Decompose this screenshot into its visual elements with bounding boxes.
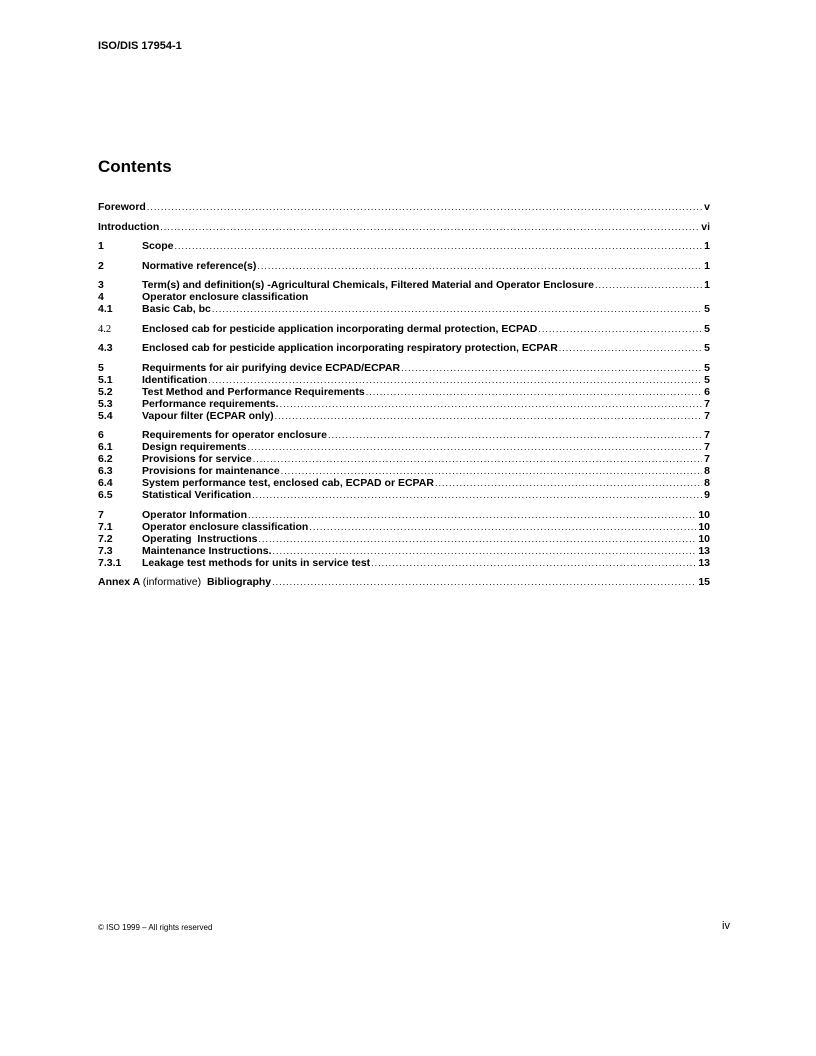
toc-entry-title: Provisions for maintenance (142, 465, 280, 477)
toc-leader (371, 558, 696, 569)
toc-entry-page: 7 (704, 397, 710, 410)
toc-entry-7-1[interactable] (98, 522, 710, 533)
toc-leader (559, 343, 702, 354)
toc-entry-title: Enclosed cab for pesticide application incorporating respiratory protection, ECPAR (142, 342, 558, 354)
toc-leader (252, 490, 702, 501)
toc-entry-number: 7.3 (98, 544, 113, 557)
toc-leader (272, 577, 696, 588)
document-id: ISO/DIS 17954-1 (98, 40, 182, 52)
toc-entry-number: 4.3 (98, 342, 113, 354)
toc-entry-title: Operator enclosure classification (142, 291, 309, 303)
toc-leader (212, 304, 702, 315)
toc-entry-title: Performance requirements. (142, 397, 279, 410)
toc-entry-number: 5.3 (98, 397, 113, 410)
toc-entry-title: Normative reference(s) (142, 259, 257, 272)
toc-leader (253, 454, 702, 465)
toc-entry-7-3-1[interactable] (98, 558, 710, 569)
toc-entry-4-1[interactable] (98, 304, 710, 315)
toc-entry-4-3[interactable] (98, 343, 710, 354)
toc-entry-page: 1 (704, 240, 710, 252)
toc-entry-page: 5 (704, 361, 710, 374)
toc-entry-title: Term(s) and definition(s) -Agricultural Chemicals, Filtered Material and Operator Enclosure (142, 279, 594, 291)
toc-entry-number: 5.2 (98, 385, 113, 398)
toc-entry-foreword[interactable] (98, 202, 710, 213)
toc-entry-3[interactable] (98, 280, 710, 291)
toc-entry-page: 13 (698, 544, 710, 557)
toc-entry-page: 10 (698, 532, 710, 545)
toc-entry-5-2[interactable] (98, 387, 710, 398)
toc-entry-page: 7 (704, 453, 710, 465)
toc-entry-page: 5 (704, 303, 710, 315)
toc-leader (309, 522, 696, 533)
toc-entry-title: Leakage test methods for units in service test (142, 556, 371, 569)
toc-leader (259, 534, 697, 545)
toc-leader (401, 363, 702, 374)
toc-entry-5-1[interactable] (98, 375, 710, 386)
toc-entry-number: 4.1 (98, 303, 113, 315)
toc-leader (273, 546, 697, 557)
footer-copyright: © ISO 1999 – All rights reserved (98, 923, 213, 932)
footer-page-number: iv (722, 920, 730, 932)
toc-entry-annex-a[interactable] (98, 577, 710, 588)
toc-entry-6-1[interactable] (98, 442, 710, 453)
toc-entry-title: Basic Cab, bc (142, 303, 211, 315)
toc-entry-4-2[interactable] (98, 324, 710, 335)
toc-entry-title: Design requirements (142, 441, 247, 453)
toc-annex-title (98, 577, 271, 588)
toc-leader (208, 375, 702, 386)
toc-entry-6-5[interactable] (98, 490, 710, 501)
toc-leader (147, 202, 702, 213)
toc-entry-page: 5 (704, 373, 710, 386)
toc-entry-7[interactable] (98, 510, 710, 521)
toc-entry-number: 6.1 (98, 441, 113, 453)
toc-leader (366, 387, 702, 398)
toc-entry-number: 1 (98, 240, 104, 252)
toc-entry-title: Introduction (98, 220, 160, 233)
toc-entry-number: 7.3.1 (98, 556, 122, 569)
toc-entry-7-3[interactable] (98, 546, 710, 557)
toc-entry-title: Operator Information (142, 508, 248, 521)
toc-leader (435, 478, 702, 489)
toc-leader (275, 411, 703, 422)
toc-entry-7-2[interactable] (98, 534, 710, 545)
toc-entry-number: 2 (98, 259, 104, 272)
toc-entry-number: 5.1 (98, 373, 113, 386)
toc-entry-title: Statistical Verification (142, 489, 252, 501)
toc-entry-title: Maintenance Instructions. (142, 544, 272, 557)
toc-leader (595, 280, 702, 291)
toc-entry-page: 9 (704, 489, 710, 501)
annex-note: (informative) (142, 576, 202, 588)
toc-entry-5-4[interactable] (98, 411, 710, 422)
toc-entry-number: 5.4 (98, 409, 113, 422)
toc-entry-number: 6 (98, 429, 104, 441)
toc-entry-page: 1 (704, 259, 710, 272)
toc-leader (160, 222, 699, 233)
toc-entry-6-4[interactable] (98, 478, 710, 489)
toc-entry-title: Identification (142, 373, 208, 386)
toc-entry-number: 5 (98, 361, 104, 374)
toc-entry-number: 6.5 (98, 489, 113, 501)
toc-entry-title: Foreword (98, 201, 146, 213)
toc-entry-page: vi (701, 220, 710, 233)
toc-entry-4[interactable] (98, 292, 710, 303)
toc-leader (247, 442, 702, 453)
toc-entry-title: Vapour filter (ECPAR only) (142, 409, 274, 422)
toc-entry-page: 15 (698, 576, 710, 588)
toc-leader (248, 510, 696, 521)
toc-entry-page: 8 (704, 477, 710, 489)
toc-entry-number: 4 (98, 291, 104, 303)
toc-entry-page: 10 (698, 508, 710, 521)
toc-entry-page: v (704, 201, 710, 213)
toc-entry-title: Requirments for air purifying device ECPAD/ECPAR (142, 361, 401, 374)
toc-leader (538, 324, 702, 335)
toc-entry-introduction[interactable] (98, 222, 710, 233)
toc-entry-page: 6 (704, 385, 710, 398)
toc-entry-2[interactable] (98, 261, 710, 272)
toc-leader (281, 466, 702, 477)
toc-entry-title: Enclosed cab for pesticide application incorporating dermal protection, ECPAD (142, 322, 538, 335)
toc-entry-title: System performance test, enclosed cab, ECPAD or ECPAR (142, 477, 434, 489)
toc-entry-title: Requirements for operator enclosure (142, 429, 327, 441)
toc-entry-1[interactable] (98, 241, 710, 252)
toc-entry-number: 7.1 (98, 520, 113, 533)
toc-entry-6[interactable] (98, 430, 710, 441)
contents-heading: Contents (98, 157, 172, 176)
toc-entry-number: 6.4 (98, 477, 113, 489)
toc-entry-number: 4.2 (98, 323, 112, 335)
toc-entry-number: 7.2 (98, 532, 113, 545)
toc-entry-number: 6.3 (98, 465, 113, 477)
toc-entry-number: 3 (98, 279, 104, 291)
toc-entry-page: 13 (698, 556, 710, 569)
toc-entry-page: 5 (704, 342, 710, 354)
toc-entry-page: 8 (704, 465, 710, 477)
toc-leader (280, 399, 703, 410)
toc-entry-number: 7 (98, 508, 104, 521)
toc-leader (257, 261, 702, 272)
toc-entry-title: Scope (142, 240, 174, 252)
toc-entry-page: 10 (698, 520, 710, 533)
toc-entry-title: Operator enclosure classification (142, 520, 309, 533)
toc-leader (175, 241, 703, 252)
toc-entry-page: 5 (704, 322, 710, 335)
toc-entry-page: 7 (704, 441, 710, 453)
toc-entry-page: 7 (704, 409, 710, 422)
toc-entry-5-3[interactable] (98, 399, 710, 410)
toc-leader (328, 430, 702, 441)
annex-title: Bibliography (206, 576, 272, 588)
toc-entry-page: 7 (704, 429, 710, 441)
annex-label: Annex A (98, 576, 140, 588)
toc-entry-title: Test Method and Performance Requirements (142, 385, 365, 398)
toc-entry-number: 6.2 (98, 453, 113, 465)
toc-entry-6-2[interactable] (98, 454, 710, 465)
toc-entry-5[interactable] (98, 363, 710, 374)
table-of-contents (98, 202, 710, 588)
toc-entry-title: Provisions for service (142, 453, 252, 465)
toc-entry-6-3[interactable] (98, 466, 710, 477)
toc-entry-page: 1 (704, 279, 710, 291)
toc-entry-title: Operating Instructions (142, 532, 258, 545)
